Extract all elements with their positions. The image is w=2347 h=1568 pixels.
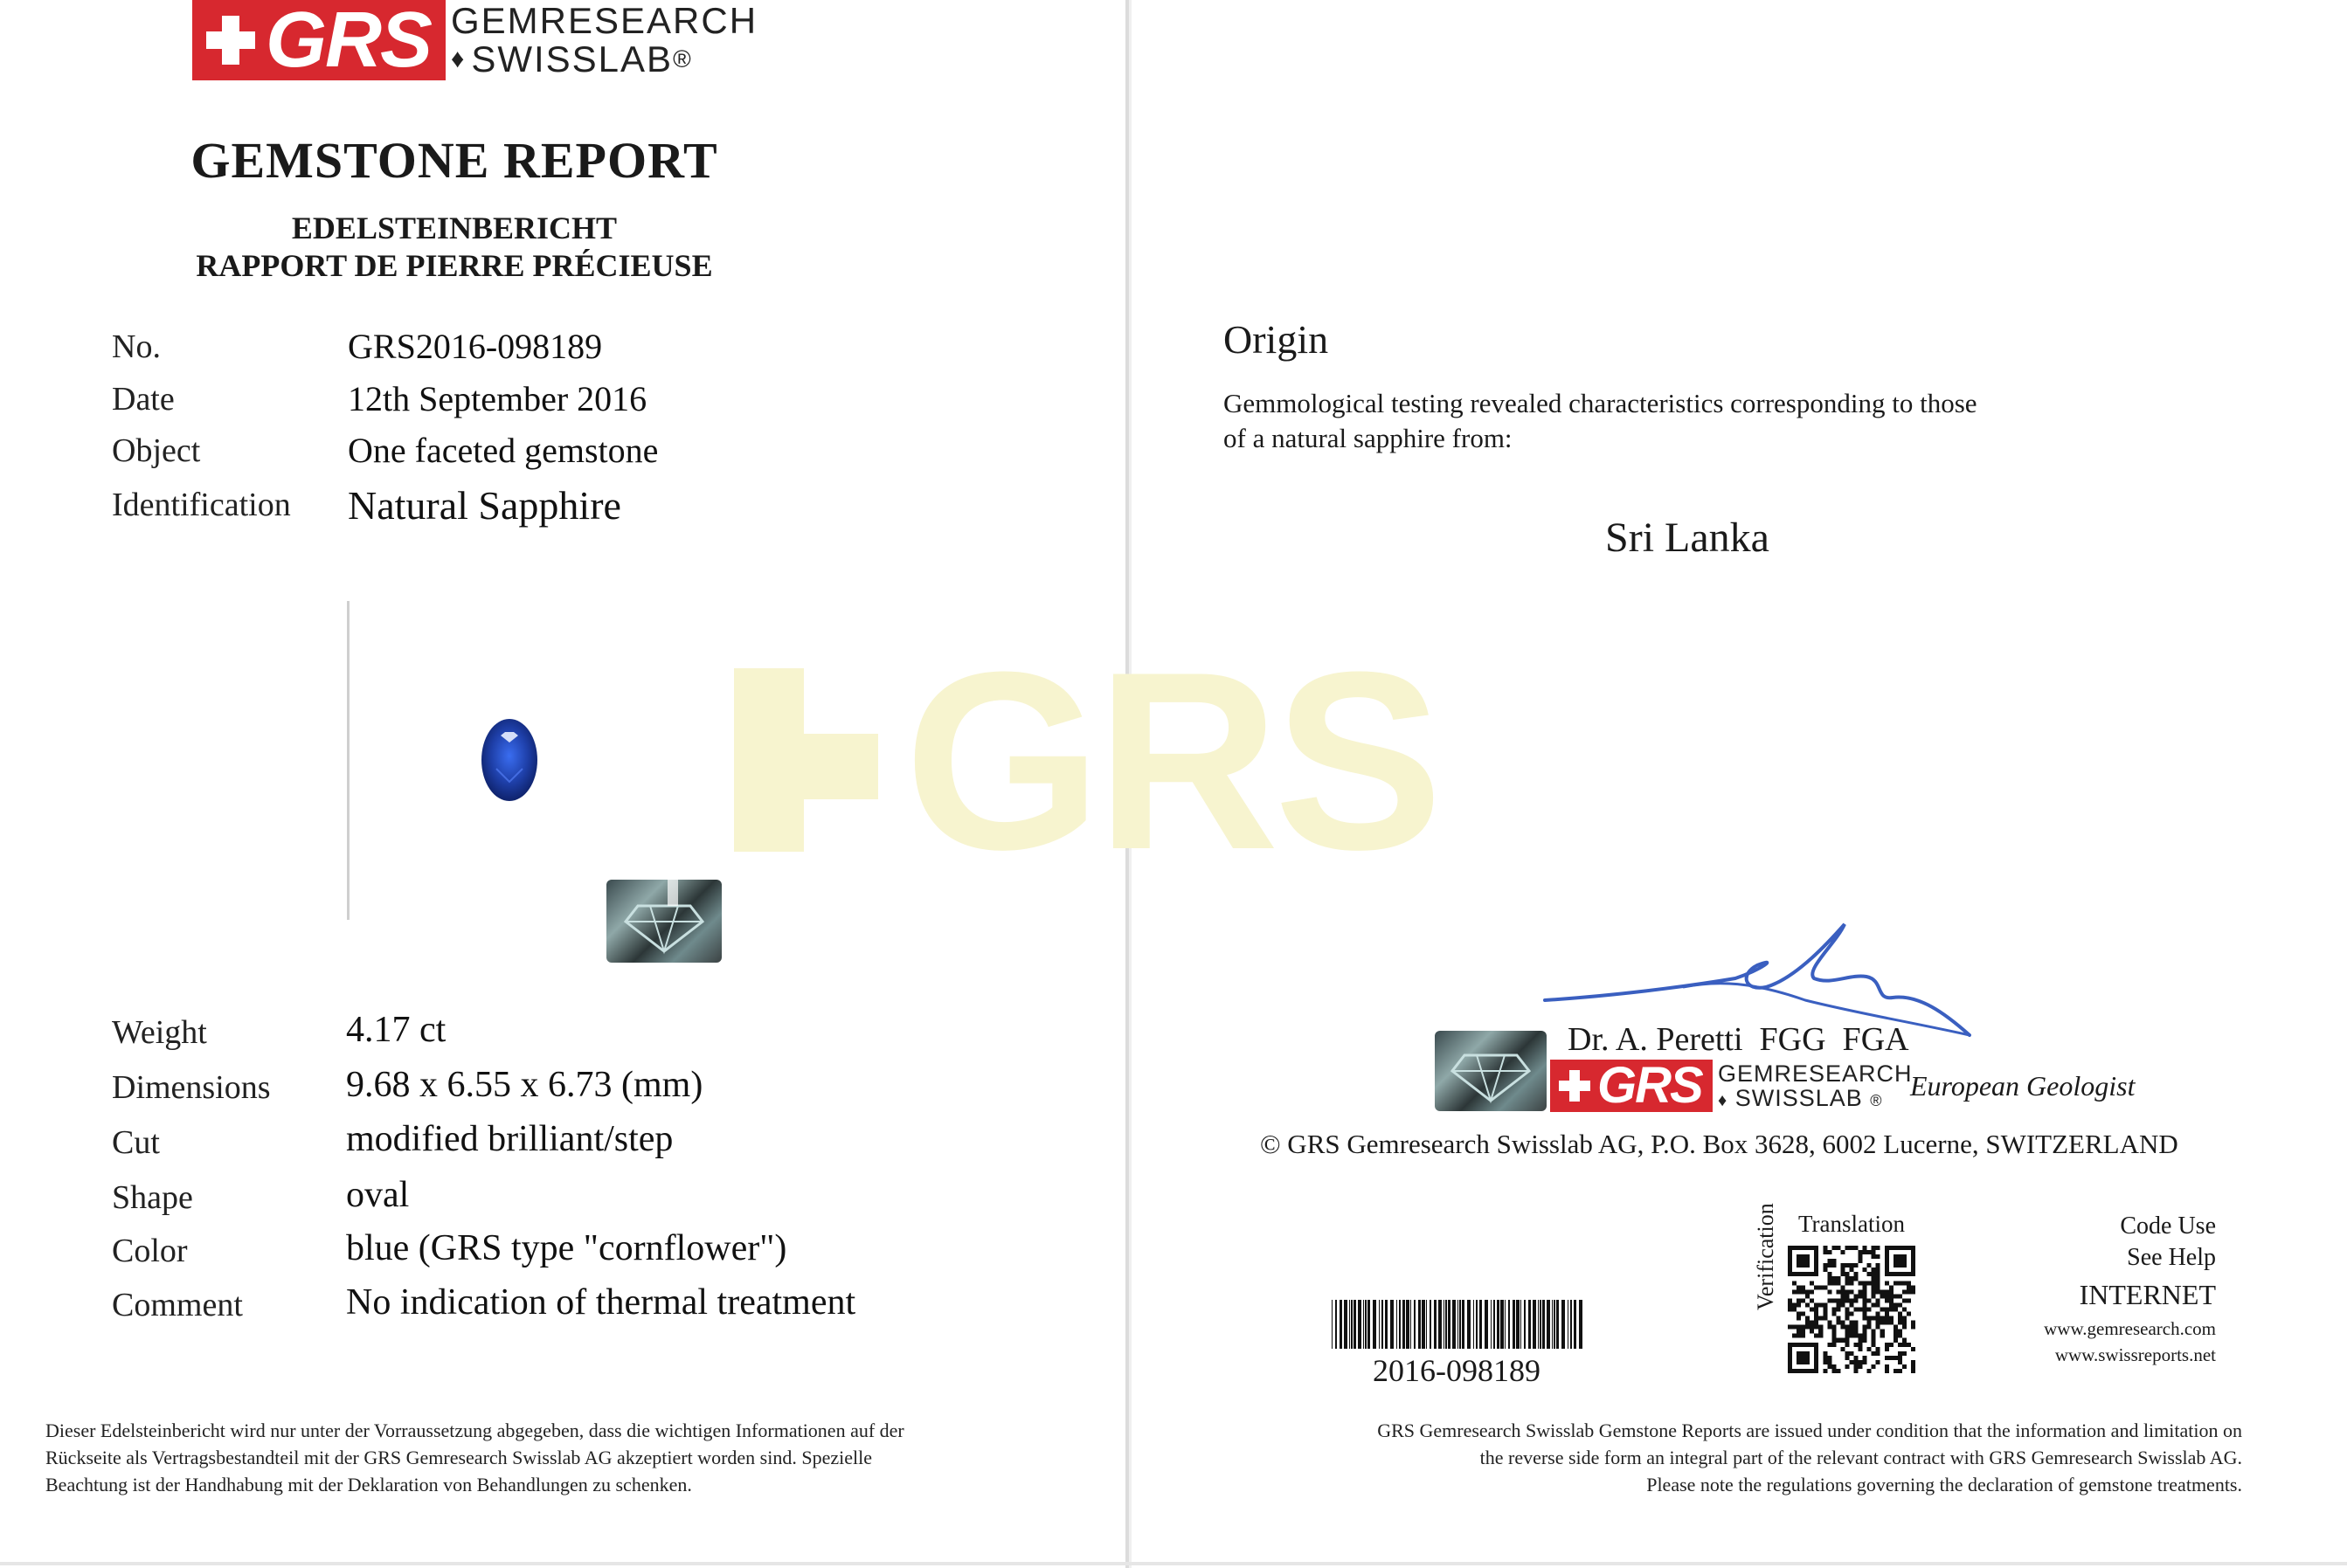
- diamond-small-icon: ♦: [1718, 1091, 1728, 1111]
- report-title: GEMSTONE REPORT: [190, 132, 718, 189]
- grs-watermark: GRS: [734, 651, 1450, 869]
- label-comment: Comment: [112, 1287, 243, 1323]
- logo-line1: GEMRESEARCH: [451, 0, 758, 41]
- verification-label: Verification: [1753, 1203, 1778, 1310]
- label-dimensions: Dimensions: [112, 1069, 271, 1106]
- label-cut: Cut: [112, 1124, 160, 1161]
- label-color: Color: [112, 1233, 188, 1269]
- translation-label: Translation: [1797, 1211, 1905, 1237]
- report-subtitle-fr: RAPPORT DE PIERRE PRÉCIEUSE: [196, 248, 713, 283]
- swiss-cross-small-icon: [1559, 1070, 1590, 1102]
- footer-disclaimer-en: [1159, 1417, 2242, 1498]
- copyright-address: © GRS Gemresearch Swisslab AG, P.O. Box 3628, 6002 Lucerne, SWITZERLAND: [1260, 1129, 2178, 1159]
- barcode-number: 2016-098189: [1373, 1353, 1540, 1388]
- logo-line2-wrap: [451, 40, 758, 79]
- origin-text-line1: Gemmological testing revealed characteristics corresponding to those: [1223, 388, 1977, 418]
- barcode: [1330, 1300, 1583, 1349]
- internet-label: INTERNET: [2079, 1279, 2216, 1310]
- footer-de-line2: Rückseite als Vertragsbestandteil mit der GRS Gemresearch Swisslab AG akzeptiert worden sind. Spezielle: [45, 1447, 872, 1468]
- signature-hologram: [1435, 1031, 1547, 1111]
- origin-text-line2: of a natural sapphire from:: [1223, 423, 1513, 453]
- qr-code[interactable]: [1788, 1246, 1915, 1373]
- value-weight: 4.17 ct: [346, 1010, 447, 1050]
- grs-logo: [192, 0, 446, 84]
- url-gemresearch[interactable]: www.gemresearch.com: [2044, 1318, 2216, 1339]
- logo-text-small: GRS: [1597, 1057, 1702, 1114]
- swiss-cross-icon: [206, 16, 255, 65]
- code-use-block: [1945, 1211, 2216, 1368]
- value-cut: modified brilliant/step: [346, 1119, 674, 1159]
- origin-text: [1223, 386, 1977, 456]
- diamond-icon: ♦: [451, 45, 467, 74]
- value-identification: Natural Sapphire: [348, 483, 621, 528]
- security-hologram: [606, 880, 722, 963]
- label-object: Object: [112, 432, 201, 469]
- see-help: See Help: [2127, 1244, 2216, 1271]
- logo-small-line1: GEMRESEARCH: [1718, 1060, 1913, 1087]
- grs-logo-small: [1550, 1057, 1713, 1114]
- logo-small-line2-wrap: [1718, 1086, 1913, 1110]
- registered-mark-small: ®: [1870, 1092, 1883, 1110]
- label-number: No.: [112, 328, 161, 365]
- origin-country: Sri Lanka: [1605, 515, 1769, 561]
- label-date: Date: [112, 381, 175, 418]
- logo-wordmark-small: [1718, 1061, 1913, 1111]
- logo-wordmark: [451, 2, 758, 79]
- signatory-name: Dr. A. Peretti FGG FGA: [1568, 1021, 1909, 1058]
- value-color: blue (GRS type "cornflower"): [346, 1228, 787, 1268]
- code-use: Code Use: [2120, 1212, 2216, 1240]
- value-number: GRS2016-098189: [348, 327, 603, 366]
- value-comment: No indication of thermal treatment: [346, 1282, 856, 1323]
- report-subtitle-de: EDELSTEINBERICHT: [291, 211, 618, 245]
- footer-de-line1: Dieser Edelsteinbericht wird nur unter der Vorraussetzung abgegeben, dass die wichtigen Informationen auf der: [45, 1419, 904, 1441]
- signatory-title: European Geologist: [1910, 1070, 2136, 1102]
- footer-en-line3: Please note the regulations governing the declaration of gemstone treatments.: [1646, 1474, 2242, 1495]
- value-dimensions: 9.68 x 6.55 x 6.73 (mm): [346, 1065, 703, 1105]
- sapphire-photo: [479, 716, 540, 804]
- footer-de-line3: Beachtung ist der Handhabung mit der Deklaration von Behandlungen zu schenken.: [45, 1474, 692, 1495]
- registered-mark: ®: [673, 45, 693, 73]
- footer-disclaimer-de: [45, 1417, 1077, 1498]
- logo-line2: SWISSLAB: [471, 38, 674, 80]
- footer-en-line2: the reverse side form an integral part of the relevant contract with GRS Gemresearch Swisslab AG.: [1479, 1447, 2242, 1468]
- footer-en-line1: GRS Gemresearch Swisslab Gemstone Reports are issued under condition that the information and limitation on: [1377, 1419, 2242, 1441]
- origin-heading: Origin: [1223, 317, 1329, 362]
- report-origin-page: [1132, 0, 2347, 1568]
- label-weight: Weight: [112, 1014, 207, 1051]
- photo-frame-line: [347, 601, 350, 920]
- label-shape: Shape: [112, 1179, 193, 1216]
- logo-small-line2: SWISSLAB: [1734, 1085, 1863, 1112]
- label-identification: Identification: [112, 487, 291, 523]
- report-front-page: [0, 0, 1125, 1568]
- value-shape: oval: [346, 1175, 410, 1215]
- url-swissreports[interactable]: www.swissreports.net: [2054, 1344, 2216, 1365]
- logo-text: GRS: [266, 0, 432, 84]
- value-date: 12th September 2016: [348, 379, 647, 418]
- value-object: One faceted gemstone: [348, 431, 659, 470]
